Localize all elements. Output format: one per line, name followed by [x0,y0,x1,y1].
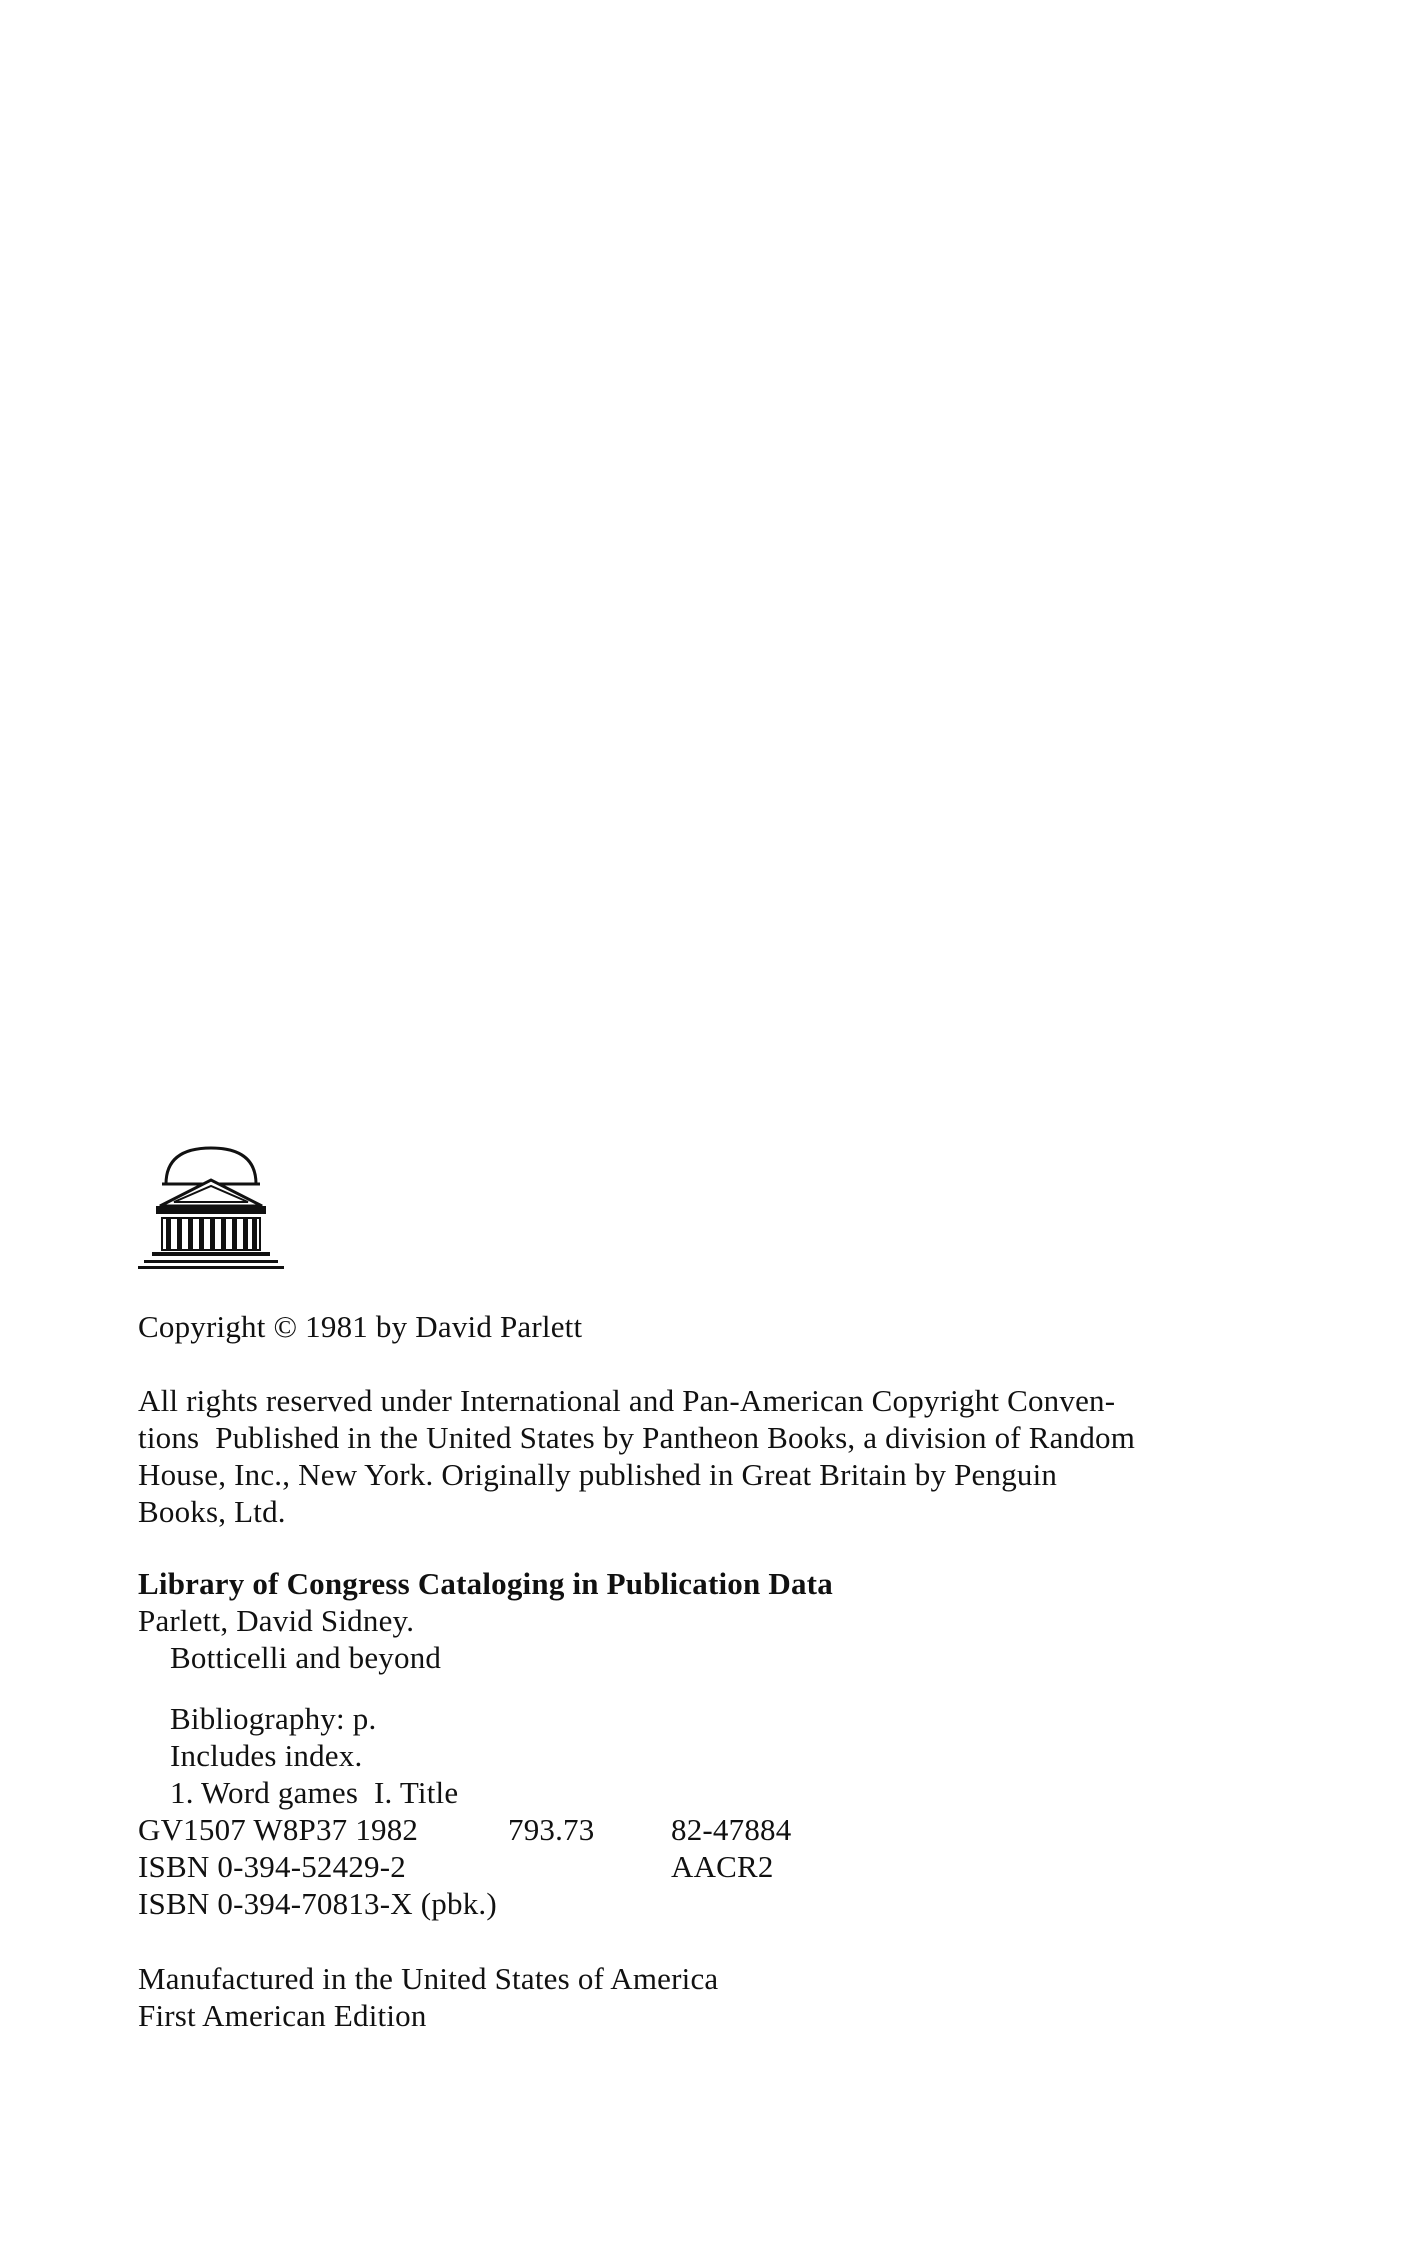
rights-line: House, Inc., New York. Originally published in Great Britain by Penguin [138,1457,1058,1492]
cataloging-data [138,1565,871,1922]
cip-isbn-pbk: ISBN 0-394-70813-X (pbk.) [138,1886,497,1921]
rights-line: All rights reserved under International and Pan-American Copyright Conven- [138,1383,1116,1418]
copyright-line: Copyright © 1981 by David Parlett [138,1309,583,1344]
cip-row [138,1811,871,1848]
cip-lccn: 82-47884 [671,1812,792,1847]
spacer [138,1676,871,1700]
cip-isbn: ISBN 0-394-52429-2 [138,1849,406,1884]
cip-empty [671,1885,871,1922]
cip-index: Includes index. [170,1738,363,1773]
cip-heading: Library of Congress Cataloging in Publication Data [138,1566,833,1601]
cip-row [138,1848,871,1885]
cip-author: Parlett, David Sidney. [138,1603,415,1638]
pantheon-building-icon [136,1140,286,1270]
cip-row [138,1885,871,1922]
cip-bibliography: Bibliography: p. [170,1701,377,1736]
manufactured-line: Manufactured in the United States of America [138,1961,719,1996]
rights-statement [138,1382,1258,1530]
cip-rules: AACR2 [671,1849,774,1884]
cip-subjects: 1. Word games I. Title [170,1775,459,1810]
rights-line: Books, Ltd. [138,1494,286,1529]
manufacturing-info [138,1960,718,2034]
edition-line: First American Edition [138,1998,427,2033]
rights-line: tions Published in the United States by Pantheon Books, a division of Random [138,1420,1136,1455]
cip-empty [508,1848,671,1885]
copyright-notice [138,1308,582,1345]
cip-title: Botticelli and beyond [170,1640,442,1675]
cip-dewey: 793.73 [508,1812,595,1847]
cip-call-number: GV1507 W8P37 1982 [138,1812,419,1847]
cip-empty [508,1885,671,1922]
